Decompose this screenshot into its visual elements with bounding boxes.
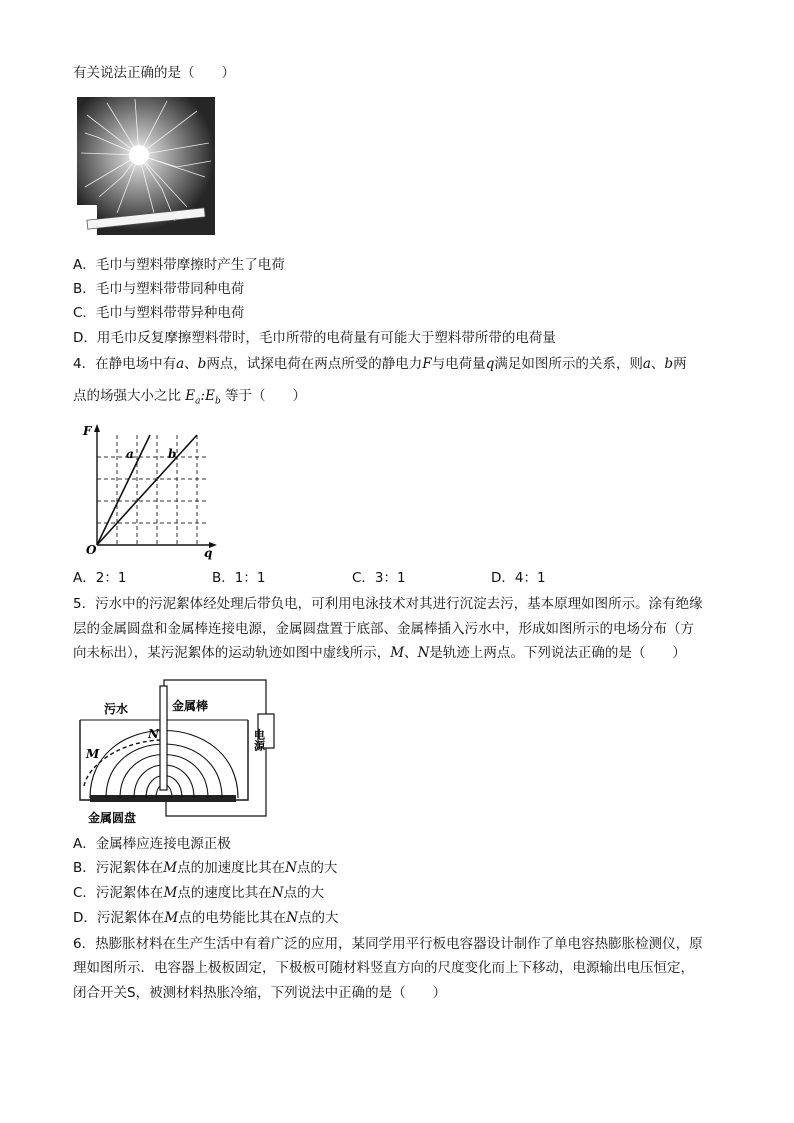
- q5-option-b: B．污泥絮体在M点的加速度比其在N点的大: [73, 860, 338, 876]
- q4-options: [73, 566, 673, 586]
- q5-option-c: C．污泥絮体在M点的速度比其在N点的大: [73, 885, 325, 901]
- line-b: [97, 435, 197, 545]
- q3-stem: 有关说法正确的是（ ）: [73, 65, 235, 81]
- origin-label: O: [86, 543, 97, 557]
- y-axis-label: F: [83, 424, 92, 438]
- q4-graph: [80, 420, 220, 560]
- line-b-label: b: [168, 447, 177, 461]
- q3-photo: [77, 97, 215, 240]
- field-ratio: $E_a:E_b$: [185, 388, 221, 407]
- rod-label: 金属棒: [172, 699, 209, 713]
- q3-option-d: D．用毛巾反复摩擦塑料带时，毛巾所带的电荷量有可能大于塑料带所带的电荷量: [73, 330, 556, 346]
- q4-option-d: D．4：1: [491, 570, 546, 586]
- q6-stem-line1: 6．热膨胀材料在生产生活中有着广泛的应用，某同学用平行板电容器设计制作了单电容热膨胀检测仪，原: [73, 936, 703, 952]
- power-label: 电源: [252, 729, 266, 751]
- water-label: 污水: [104, 702, 129, 716]
- q5-stem-line1: 5．污水中的污泥絮体经处理后带负电，可利用电泳技术对其进行沉淀去污，基本原理如图所示。涂有绝缘: [73, 596, 703, 612]
- line-a: [97, 435, 150, 545]
- q4-stem-line2: 点的场强大小之比 $E_a:E_b$ 等于（ ）: [73, 388, 307, 407]
- q4-stem-line1: 4．在静电场中有a、b两点，试探电荷在两点所受的静电力F与电荷量q满足如图所示的关系，则a、b两: [73, 356, 687, 372]
- q5-option-a: A．金属棒应连接电源正极: [73, 836, 231, 852]
- q5-stem-line2: 层的金属圆盘和金属棒连接电源，金属圆盘置于底部、金属棒插入污水中，形成如图所示的电场分布（方: [73, 621, 694, 637]
- q4-option-c: C．3：1: [352, 570, 406, 586]
- q6-stem-line2: 理如图所示．电容器上极板固定，下极板可随材料竖直方向的尺度变化而上下移动，电源输出电压恒定，: [73, 960, 694, 976]
- point-n-label: N: [148, 727, 159, 741]
- metal-rod: [160, 686, 167, 790]
- q5-stem-line3: 向未标出），某污泥絮体的运动轨迹如图中虚线所示，M、N是轨迹上两点。下列说法正确的是（ ）: [73, 645, 686, 661]
- disk-label: 金属圆盘: [88, 811, 137, 824]
- q3-option-c: C．毛巾与塑料带带异种电荷: [73, 305, 245, 321]
- x-axis-label: q: [204, 546, 213, 560]
- q3-option-b: B．毛巾与塑料带带同种电荷: [73, 281, 245, 297]
- q5-option-d: D．污泥絮体在M点的电势能比其在N点的大: [73, 910, 339, 926]
- q6-stem-line3: 闭合开关S，被测材料热胀冷缩，下列说法中正确的是（ ）: [73, 985, 447, 1001]
- q5-figure: [78, 676, 278, 824]
- point-m-label: M: [86, 747, 100, 761]
- q3-option-a: A．毛巾与塑料带摩擦时产生了电荷: [73, 257, 285, 273]
- q4-option-a: A．2：1: [73, 570, 127, 586]
- metal-disk: [90, 795, 236, 802]
- q4-option-b: B．1：1: [212, 570, 266, 586]
- line-a-label: a: [126, 447, 134, 461]
